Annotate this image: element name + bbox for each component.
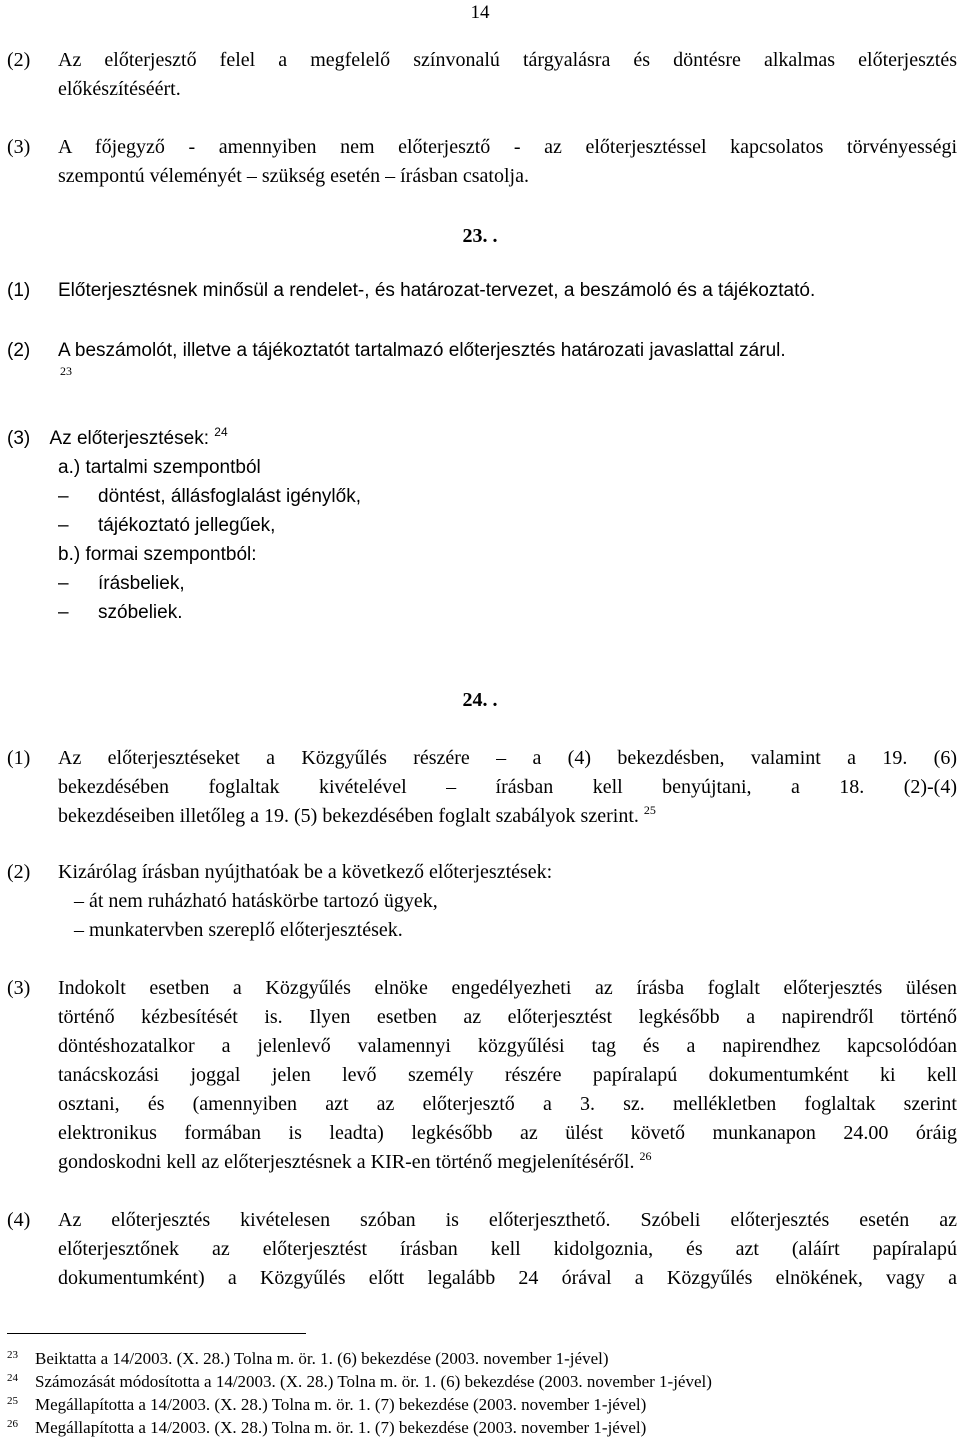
text-line: Indokolt esetben a Közgyűlés elnöke engedélyezheti az írásba foglalt előterjesztés ülésen (58, 977, 957, 999)
footnote-number: 25 (7, 1395, 18, 1407)
text-line: A főjegyző - amennyiben nem előterjesztő - az előterjesztéssel kapcsolatos törvényességi (58, 136, 957, 158)
footnote-23 (7, 1349, 957, 1369)
footnote-text: Számozását módosította a 14/2003. (X. 28.) Tolna m. ör. 1. (6) bekezdése (2003. november 1-jével) (35, 1372, 712, 1391)
page-number: 14 (470, 2, 490, 23)
text-line: Az előterjesztéseket a Közgyűlés részére – a (4) bekezdésben, valamint a 19. (6) (58, 747, 957, 769)
list-item (7, 511, 361, 540)
dash-bullet: – (58, 486, 69, 507)
list-intro (7, 424, 361, 453)
text-line: gondoskodni kell az előterjesztésnek a KIR-en történő megjelenítéséről. $^{26}$ (58, 1149, 652, 1173)
text-line: Az előterjesztések: (49, 428, 209, 449)
paragraph-label: (1) (7, 747, 31, 769)
section-heading-24: 24. . (462, 689, 498, 711)
paragraph-24-3 (7, 974, 957, 1177)
text-line: dokumentumként) a Közgyűlés előtt legalább 24 órával a Közgyűlés elnökének, vagy a (58, 1267, 957, 1289)
text-line: döntéshozatalkor a jelenlevő valamennyi közgyűlési tag és a napirendhez kapcsolódóan (58, 1035, 957, 1057)
paragraph-24-2 (7, 858, 957, 945)
text-line: előkészítéséért. (58, 78, 181, 100)
footnote-number: 23 (7, 1349, 18, 1361)
footnote-text: Megállapította a 14/2003. (X. 28.) Tolna m. ör. 1. (7) bekezdése (2003. november 1-jével) (35, 1418, 647, 1437)
text-line: szempontú véleményét – szükség esetén – írásban csatolja. (58, 165, 529, 187)
paragraph-24-4 (7, 1206, 957, 1293)
footnote-25 (7, 1395, 957, 1415)
paragraph-label: (3) (7, 136, 31, 158)
dash-bullet: – (58, 515, 69, 536)
text-line: bekezdésében foglaltak kivételével – írásban kell benyújtani, a 18. (2)-(4) (58, 776, 957, 798)
paragraph-23-1 (7, 276, 957, 305)
list-item-text: tájékoztató jellegűek, (98, 515, 276, 536)
list-item-text: szóbeliek. (98, 602, 183, 623)
paragraph-label: (4) (7, 1209, 31, 1231)
footnote-number: 26 (7, 1418, 18, 1430)
footnote-ref-26: 26 (639, 1149, 652, 1163)
footnote-26 (7, 1418, 957, 1438)
paragraph-label: (3) (7, 977, 31, 999)
paragraph-22-3 (7, 133, 957, 191)
text-line: osztani, és (amennyiben azt az előterjesztő a 3. sz. mellékletben foglaltak szerint (58, 1093, 957, 1115)
dash-bullet: – (58, 602, 69, 623)
footnote-ref-24: 24 (214, 425, 228, 439)
paragraph-23-3 (7, 424, 361, 627)
list-item: – munkatervben szereplő előterjesztések. (74, 919, 403, 941)
list-item: – át nem ruházható hatáskörbe tartozó ügyek, (74, 890, 438, 912)
text-line: előterjesztőnek az előterjesztést írásban kell kidolgoznia, és azt (aláírt papíralapú (58, 1238, 957, 1260)
text-line: Kizárólag írásban nyújthatóak be a következő előterjesztések: (58, 861, 553, 883)
paragraph-label: (2) (7, 861, 31, 883)
footnote-text: Megállapította a 14/2003. (X. 28.) Tolna m. ör. 1. (7) bekezdése (2003. november 1-jével) (35, 1395, 647, 1414)
paragraph-24-1 (7, 744, 957, 831)
paragraph-label: (3) (7, 428, 31, 449)
footnote-ref-23: 23 (60, 364, 72, 378)
sublist-label-a: a.) tartalmi szempontból (58, 457, 261, 478)
list-item (7, 482, 361, 511)
list-item-text: döntést, állásfoglalást igénylők, (98, 486, 361, 507)
footnote-24 (7, 1372, 957, 1392)
list-item-text: írásbeliek, (98, 573, 185, 594)
text-line: tanácskozási joggal jelen levő személy részére papíralapú dokumentumként ki kell (58, 1064, 957, 1086)
text-line: Az előterjesztés kivételesen szóban is előterjeszthető. Szóbeli előterjesztés esetén az (58, 1209, 957, 1231)
text-line: Az előterjesztő felel a megfelelő színvonalú tárgyalásra és döntésre alkalmas előterjesztés (58, 49, 957, 71)
text-line: A beszámolót, illetve a tájékoztatót tartalmazó előterjesztés határozati javaslattal zárul. (58, 340, 786, 361)
footnote-separator (7, 1333, 306, 1334)
text-line: bekezdéseiben illetőleg a 19. (5) bekezdésében foglalt szabályok szerint. $^{25}$ (58, 803, 656, 827)
paragraph-label: (2) (7, 49, 31, 71)
text-line: Előterjesztésnek minősül a rendelet-, és határozat-tervezet, a beszámoló és a tájékoztató. (58, 280, 816, 301)
paragraph-23-2 (7, 336, 957, 365)
paragraph-label: (1) (7, 280, 31, 301)
footnote-ref-25: 25 (643, 803, 656, 817)
list-item (7, 598, 361, 627)
text-line: történő kézbesítését is. Ilyen esetben az előterjesztést legkésőbb a napirendről történő (58, 1006, 957, 1028)
paragraph-label: (2) (7, 340, 31, 361)
section-heading-23: 23. . (462, 225, 498, 247)
text-line: elektronikus formában is leadta) legkésőbb az ülést követő munkanapon 24.00 óráig (58, 1122, 957, 1144)
dash-bullet: – (58, 573, 69, 594)
footnote-text: Beiktatta a 14/2003. (X. 28.) Tolna m. ör. 1. (6) bekezdése (2003. november 1-jével) (35, 1349, 609, 1368)
paragraph-22-2 (7, 46, 957, 104)
footnote-number: 24 (7, 1372, 18, 1384)
list-item (7, 569, 361, 598)
sublist-label-b: b.) formai szempontból: (58, 544, 257, 565)
